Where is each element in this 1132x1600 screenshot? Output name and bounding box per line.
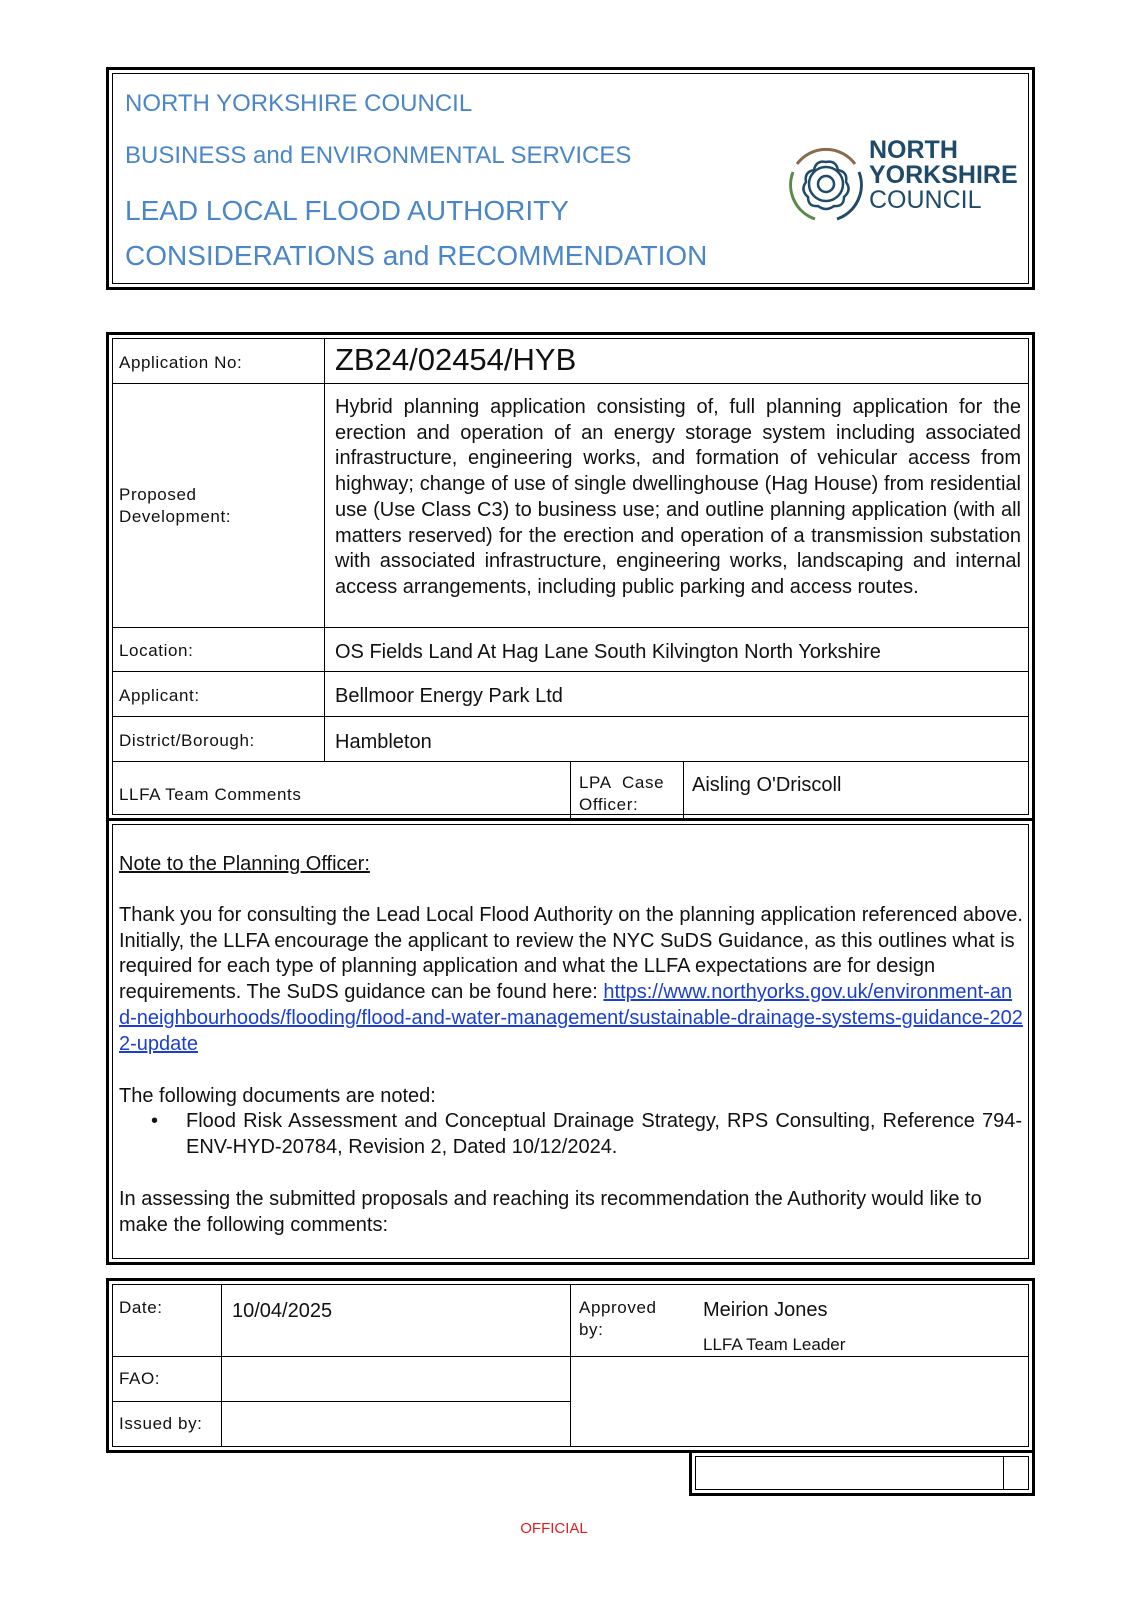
applicant: Bellmoor Energy Park Ltd xyxy=(335,685,563,707)
location-label: Location: xyxy=(119,641,194,660)
lpa-label-1: LPA Case xyxy=(579,773,665,792)
classification-label: OFFICIAL xyxy=(520,1520,588,1537)
approver-name: Meirion Jones xyxy=(703,1299,828,1321)
note-paragraph-1 xyxy=(119,903,1023,1057)
lpa-officer: Aisling O'Driscoll xyxy=(692,774,842,796)
document-title-2: CONSIDERATIONS and RECOMMENDATION xyxy=(125,240,708,271)
document-title-1: LEAD LOCAL FLOOD AUTHORITY xyxy=(125,195,569,226)
date-label: Date: xyxy=(119,1298,163,1317)
date: 10/04/2025 xyxy=(232,1300,333,1322)
documents-intro: The following documents are noted: xyxy=(119,1085,436,1107)
note-text: Thank you for consulting the Lead Local Flood Authority on the planning application referenced above. Initially, the LLFA encourage the applicant to review the NYC SuDS Guidance, as this outlines what is required for each type of planning application and what the LLFA expectations are for design requirements. The SuDS guidance can be found here: xyxy=(119,904,1023,1004)
document-item: Flood Risk Assessment and Conceptual Drainage Strategy, RPS Consulting, Reference 794-ENV-HYD-20784, Revision 2, Dated 10/12/2024. xyxy=(186,1110,1022,1158)
district-label: District/Borough: xyxy=(119,731,255,750)
approval-table xyxy=(106,1278,1035,1453)
proposed-development: Hybrid planning application consisting of, full planning application for the erection and operation of an energy storage system including associated infrastructure, engineering works, and formation of vehicular access from highway; change of use of single dwellinghouse (Hag House) from residential use (Use Class C3) to business use; and outline planning application (with all matters reserved) for the erection and operation of a transmission substation with associated infrastructure, engineering works, landscaping and internal access arrangements, including public parking and access routes. xyxy=(335,396,1021,598)
council-name: NORTH YORKSHIRE COUNCIL xyxy=(125,90,473,117)
application-details-table xyxy=(106,332,1035,821)
approved-label-2: by: xyxy=(579,1320,604,1339)
lpa-label-2: Officer: xyxy=(579,795,639,814)
issued-by-label: Issued by: xyxy=(119,1414,203,1433)
rose-icon xyxy=(785,142,867,224)
fao-label: FAO: xyxy=(119,1369,161,1388)
approved-label-1: Approved xyxy=(579,1298,657,1317)
note-box xyxy=(106,818,1035,1265)
applicant-label: Applicant: xyxy=(119,686,200,705)
application-no: ZB24/02454/HYB xyxy=(335,342,577,377)
proposed-label-2: Development: xyxy=(119,507,232,526)
location: OS Fields Land At Hag Lane South Kilvington North Yorkshire xyxy=(335,641,881,663)
council-logo xyxy=(785,138,1025,228)
logo-text-2: YORKSHIRE xyxy=(869,161,1018,189)
note-paragraph-2: In assessing the submitted proposals and reaching its recommendation the Authority would like to make the following comments: xyxy=(119,1188,982,1236)
header-box xyxy=(106,67,1035,290)
logo-text-3: COUNCIL xyxy=(869,186,982,214)
approver-role: LLFA Team Leader xyxy=(703,1335,846,1354)
logo-text-1: NORTH xyxy=(869,136,958,164)
reference-box xyxy=(689,1450,1035,1496)
department-name: BUSINESS and ENVIRONMENTAL SERVICES xyxy=(125,142,632,169)
llfa-comments-label: LLFA Team Comments xyxy=(119,785,302,804)
note-heading: Note to the Planning Officer: xyxy=(119,853,370,875)
bullet-icon: • xyxy=(151,1110,159,1132)
proposed-label-1: Proposed xyxy=(119,485,197,504)
suds-guidance-link[interactable]: https://www.northyorks.gov.uk/environment-and-neighbourhoods/flooding/flood-and-water-management/sustainable-drainage-systems-guidance-2022-update xyxy=(119,981,1023,1055)
district: Hambleton xyxy=(335,731,432,753)
application-no-label: Application No: xyxy=(119,353,243,372)
